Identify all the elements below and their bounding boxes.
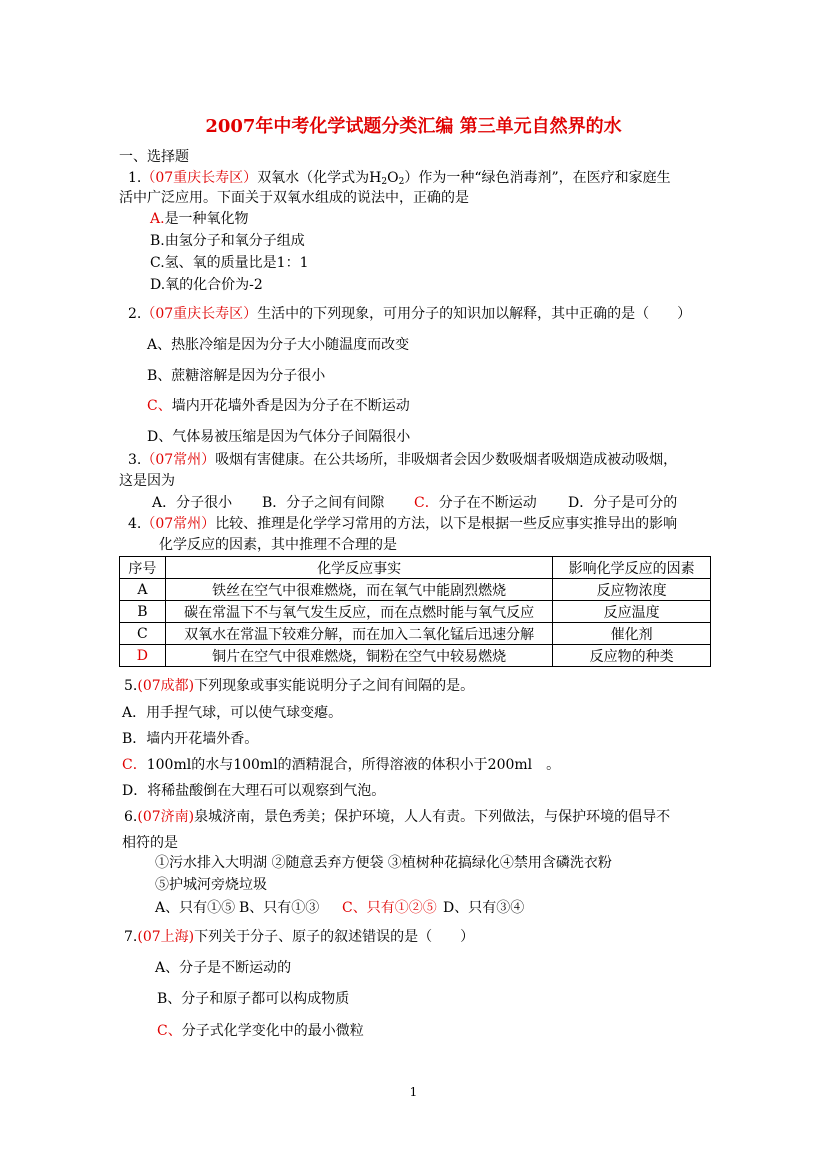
question-source: （07重庆长寿区） (141, 306, 258, 322)
question-2-option-d: D、气体易被压缩是因为气体分子间隔很小 (147, 429, 411, 445)
question-number: 7. (124, 929, 138, 945)
table-row (120, 601, 711, 623)
question-number: 1. (128, 170, 142, 186)
table-header-cell: 影响化学反应的因素 (553, 557, 711, 579)
table-header-cell: 化学反应事实 (165, 557, 553, 579)
table-cell-factor: 反应温度 (553, 601, 711, 623)
table-row (120, 623, 711, 645)
reaction-table (119, 556, 711, 667)
table-cell-factor: 催化剂 (553, 623, 711, 645)
table-header-cell: 序号 (120, 557, 166, 579)
table-cell-fact: 碳在常温下不与氧气发生反应，而在点燃时能与氧气反应 (165, 601, 553, 623)
page-number: 1 (409, 1085, 418, 1099)
question-3-option-d: D．分子是可分的 (568, 495, 678, 511)
question-5-option-c: C．100ml的水与100ml的酒精混合，所得溶液的体积小于200ml 。 (122, 757, 561, 773)
question-6-option-b: B、只有①③ (239, 900, 320, 916)
table-cell-id: A (120, 579, 166, 601)
question-source: (07成都) (137, 678, 195, 694)
question-5-option-d: D．将稀盐酸倒在大理石可以观察到气泡。 (122, 783, 386, 799)
question-6-items: ①污水排入大明湖 ②随意丢弃方便袋 ③植树种花搞绿化④禁用含磷洗衣粉 (155, 855, 612, 871)
table-cell-factor: 反应物浓度 (553, 579, 711, 601)
question-1-option-d: D.氧的化合价为-2 (150, 277, 263, 293)
question-source: （07常州） (141, 516, 216, 532)
question-6-stem-cont: 相符的是 (122, 835, 178, 851)
table-cell-id: C (120, 623, 166, 645)
question-source: (07济南) (137, 809, 195, 825)
question-5-option-b: B．墙内开花墙外香。 (122, 731, 259, 747)
question-2-stem: 2.（07重庆长寿区）生活中的下列现象，可用分子的知识加以解释，其中正确的是（ ） (128, 306, 692, 322)
question-4-stem: 4.（07常州）比较、推理是化学学习常用的方法，以下是根据一些反应事实推导出的影响 (128, 516, 678, 532)
question-2-option-a: A、热胀冷缩是因为分子大小随温度而改变 (147, 337, 410, 353)
question-number: 2. (128, 306, 142, 322)
table-row (120, 645, 711, 667)
table-cell-fact: 铜片在空气中很难燃烧，铜粉在空气中较易燃烧 (165, 645, 553, 667)
question-number: 3. (128, 452, 142, 468)
question-1-option-b: B.由氢分子和氧分子组成 (150, 233, 305, 249)
table-header-row (120, 557, 711, 579)
question-5-option-a: A．用手捏气球，可以使气球变瘪。 (122, 705, 343, 721)
table-cell-fact: 铁丝在空气中很难燃烧，而在氧气中能剧烈燃烧 (165, 579, 553, 601)
question-6-option-a: A、只有①⑤ (155, 900, 236, 916)
question-1-option-c: C.氢、氧的质量比是1：1 (150, 255, 309, 271)
question-3-option-c: C．分子在不断运动 (414, 495, 537, 511)
question-4-stem-cont: 化学反应的因素，其中推理不合理的是 (159, 537, 397, 553)
document-title: 2007年中考化学试题分类汇编 第三单元自然界的水 (205, 116, 622, 137)
question-source: (07上海) (137, 929, 195, 945)
question-number: 4. (128, 516, 142, 532)
question-3-option-b: B．分子之间有间隙 (262, 495, 385, 511)
question-1-stem-cont: 活中广泛应用。下面关于双氧水组成的说法中，正确的是 (119, 190, 469, 206)
question-5-stem: 5.(07成都)下列现象或事实能说明分子之间有间隔的是。 (124, 678, 475, 694)
question-2-option-b: B、蔗糖溶解是因为分子很小 (147, 368, 326, 384)
question-6-option-c: C、只有①②⑤ (342, 900, 437, 916)
question-7-option-c: C、分子式化学变化中的最小微粒 (157, 1023, 364, 1039)
question-3-option-a: A．分子很小 (152, 495, 233, 511)
question-2-option-c: C、墙内开花墙外香是因为分子在不断运动 (147, 398, 410, 414)
question-source: （07常州） (141, 452, 216, 468)
question-6-stem: 6.(07济南)泉城济南，景色秀美；保护环境，人人有责。下列做法，与保护环境的倡导不 (124, 809, 671, 825)
question-1-stem: 1.（07重庆长寿区）双氧水（化学式为$H_2O_2$）作为一种“绿色消毒剂”，在医疗和家庭生 (128, 170, 671, 187)
question-3-stem: 3.（07常州）吸烟有害健康。在公共场所，非吸烟者会因少数吸烟者吸烟造成被动吸烟， (128, 452, 678, 468)
question-7-option-a: A、分子是不断运动的 (155, 960, 292, 976)
question-6-option-d: D、只有③④ (443, 900, 525, 916)
table-cell-id: B (120, 601, 166, 623)
question-7-option-b: B、分子和原子都可以构成物质 (157, 991, 350, 1007)
table-row (120, 579, 711, 601)
question-6-items-cont: ⑤护城河旁烧垃圾 (155, 877, 267, 893)
question-source: （07重庆长寿区） (141, 170, 258, 186)
table-cell-factor: 反应物的种类 (553, 645, 711, 667)
section-heading: 一、选择题 (119, 149, 189, 165)
question-number: 6. (124, 809, 138, 825)
table-cell-fact: 双氧水在常温下较难分解，而在加入二氧化锰后迅速分解 (165, 623, 553, 645)
question-7-stem: 7.(07上海)下列关于分子、原子的叙述错误的是（ ） (124, 929, 475, 945)
table-cell-id: D (120, 645, 166, 667)
question-1-option-a: A.是一种氧化物 (150, 211, 249, 227)
question-3-stem-cont: 这是因为 (119, 473, 175, 489)
question-number: 5. (124, 678, 138, 694)
